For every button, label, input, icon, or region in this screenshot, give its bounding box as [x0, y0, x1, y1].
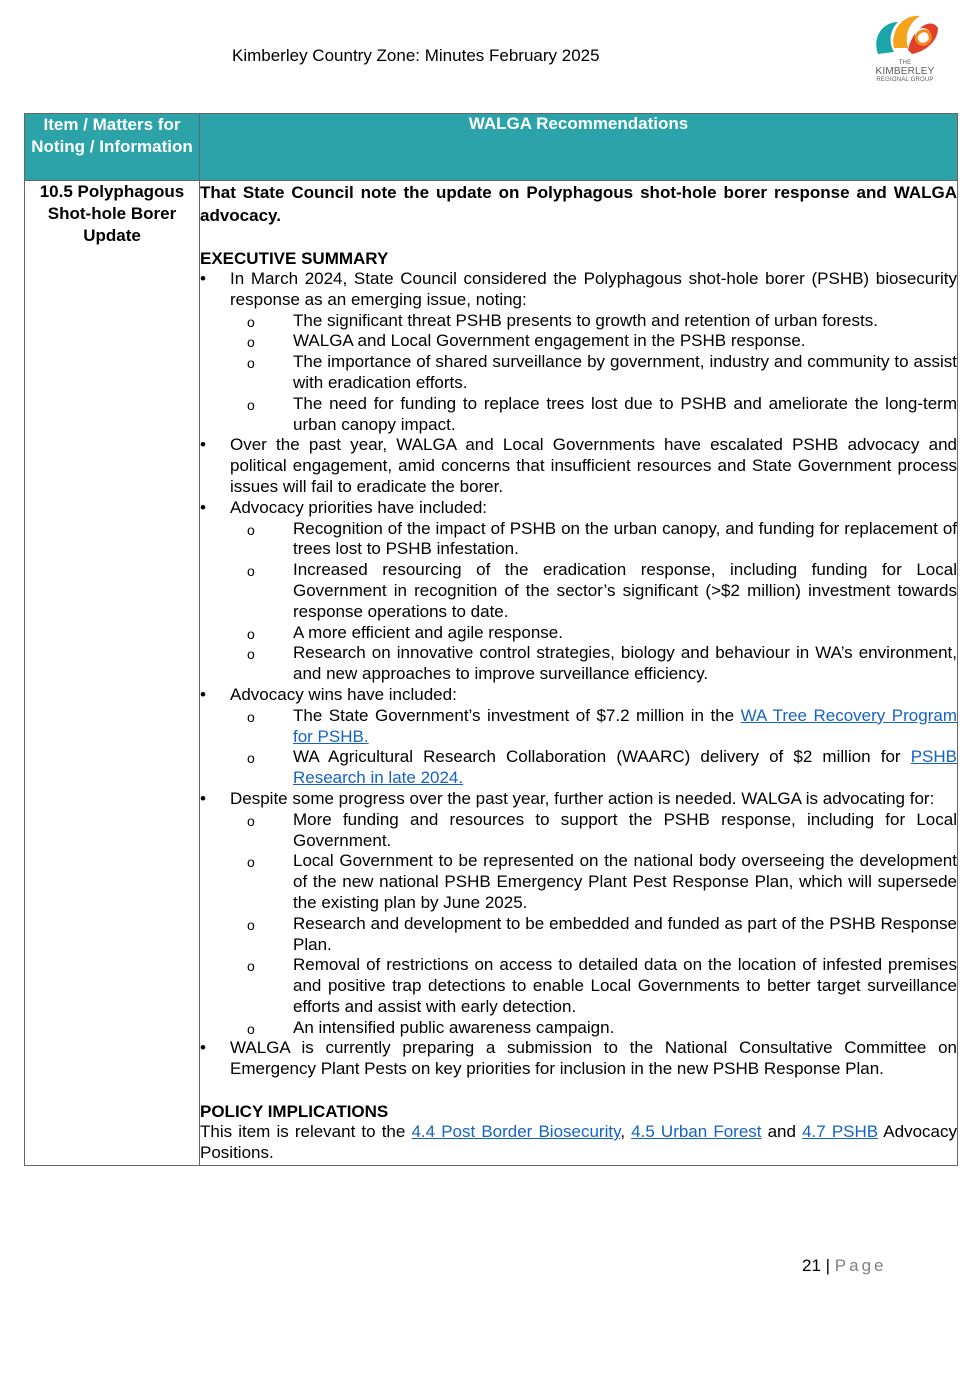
logo-text-the: THE — [898, 60, 912, 66]
sub-list — [230, 706, 957, 789]
bullet-item: • Advocacy priorities have included: o Recognition of the impact of PSHB on the urban canopy, and funding for replacement of trees lost to PSHB infestation. o Increased resourcing of the eradication response, including funding for Local Government in recognition of the sector’s significant (>$2 million) investment towards response operations to date. o A more efficient and agile response. o Research on innovative control strategies, biology and behaviour in WA’s environment, and new approaches to improve surveillance efficiency. — [200, 498, 957, 685]
sub-bullet-item: o More funding and resources to support the PSHB response, including for Local Government. — [247, 809, 957, 850]
page-word: Page — [834, 1256, 887, 1275]
policy-text: This item is relevant to the 4.4 Post Border Biosecurity, 4.5 Urban Forest and 4.7 PSHB Advocacy Positions. — [200, 1122, 957, 1162]
logo-text-regional-group: REGIONAL GROUP — [876, 77, 934, 83]
table-row — [25, 181, 958, 1166]
sub-bullet-item: o A more efficient and agile response. — [247, 622, 563, 642]
sub-list — [230, 519, 957, 685]
sub-bullet-item: o The need for funding to replace trees lost due to PSHB and ameliorate the long-term urban canopy impact. — [247, 393, 957, 434]
page-separator: | — [820, 1256, 835, 1275]
recommendation-text: That State Council note the update on Polyphagous shot-hole borer response and WALGA advocacy. — [200, 183, 957, 225]
col-header-item: Item / Matters for Noting / Information — [25, 114, 200, 181]
kimberley-regional-group-logo — [868, 8, 942, 90]
sub-list — [230, 311, 957, 436]
pshb-research-link[interactable]: PSHB Research in late 2024. — [293, 747, 957, 788]
wa-tree-recovery-link[interactable]: WA Tree Recovery Program for PSHB. — [293, 705, 957, 746]
sub-bullet-item: o Recognition of the impact of PSHB on the urban canopy, and funding for replacement of trees lost to PSHB infestation. — [247, 518, 957, 559]
sub-bullet-item: o Removal of restrictions on access to detailed data on the location of infested premises and positive trap detections to enable Local Governments to better target surveillance efforts and assist with early detection. — [247, 955, 957, 1016]
sub-bullet-item: o The significant threat PSHB presents to growth and retention of urban forests. — [247, 310, 878, 330]
pshb-advocacy-link[interactable]: 4.7 PSHB — [802, 1122, 879, 1142]
bullet-item: • WALGA is currently preparing a submission to the National Consultative Committee on Emergency Plant Pests on key priorities for inclusion in the new PSHB Response Plan. — [200, 1038, 957, 1080]
urban-forest-link[interactable]: 4.5 Urban Forest — [631, 1122, 762, 1142]
sub-bullet-item: o Research on innovative control strategies, biology and behaviour in WA’s environment, and new approaches to improve surveillance efficiency. — [247, 643, 957, 684]
sub-bullet-item: o Increased resourcing of the eradication response, including funding for Local Government in recognition of the sector’s significant (>$2 million) investment towards response operations to date. — [247, 560, 957, 621]
bullet-item: • Despite some progress over the past year, further action is needed. WALGA is advocating for: o More funding and resources to support the PSHB response, including for Local Government. o Local Government to be represented on the national body overseeing the development of the new national PSHB Emergency Plant Pest Response Plan, which will supersede the existing plan by June 2025. o Research and development to be embedded and funded as part of the PSHB Response Plan. o Removal of restrictions on access to detailed data on the location of infested premises and positive trap detections to enable Local Governments to better target surveillance efforts and assist with early detection. o An intensified public awareness campaign. — [200, 789, 957, 1039]
page-footer — [802, 1256, 887, 1276]
post-border-biosecurity-link[interactable]: 4.4 Post Border Biosecurity — [411, 1122, 621, 1142]
policy-heading: POLICY IMPLICATIONS — [200, 1102, 389, 1122]
minutes-table — [24, 113, 958, 1166]
bullet-item: • In March 2024, State Council considered the Polyphagous shot-hole borer (PSHB) biosecurity response as an emerging issue, noting: o The significant threat PSHB presents to growth and retention of urban forests. o WALGA and Local Government engagement in the PSHB response. o The importance of shared surveillance by government, industry and community to assist with eradication efforts. o The need for funding to replace trees lost due to PSHB and ameliorate the long-term urban canopy impact. — [200, 269, 957, 435]
logo-swirl-icon — [868, 8, 942, 60]
col-header-recommendations: WALGA Recommendations — [200, 114, 958, 181]
document-header-title: Kimberley Country Zone: Minutes February 2025 — [232, 46, 600, 65]
page-number: 21 — [802, 1256, 821, 1275]
bullet-item: • Advocacy wins have included: o The State Government’s investment of $7.2 million in the WA Tree Recovery Program for PSHB. o WA Agricultural Research Collaboration (WAARC) delivery of $2 million for PSHB Research in late 2024. — [200, 685, 957, 789]
sub-bullet-item: o The State Government’s investment of $7.2 million in the WA Tree Recovery Program for PSHB. — [247, 705, 957, 746]
sub-bullet-item: o An intensified public awareness campaign. — [247, 1017, 615, 1037]
logo-text-kimberley: KIMBERLEY — [875, 66, 935, 77]
sub-bullet-item: o The importance of shared surveillance by government, industry and community to assist with eradication efforts. — [247, 352, 957, 392]
sub-list — [230, 810, 957, 1039]
table-header-row — [25, 114, 958, 181]
recommendation-cell — [200, 181, 958, 1166]
sub-bullet-item: o Local Government to be represented on the national body overseeing the development of the new national PSHB Emergency Plant Pest Response Plan, which will supersede the existing plan by June 2025. — [247, 851, 957, 912]
item-label: 10.5 Polyphagous Shot-hole Borer Update — [25, 181, 200, 1166]
sub-bullet-item: o Research and development to be embedded and funded as part of the PSHB Response Plan. — [247, 913, 957, 954]
sub-bullet-item: o WALGA and Local Government engagement in the PSHB response. — [247, 331, 806, 351]
bullet-item: • Over the past year, WALGA and Local Governments have escalated PSHB advocacy and political engagement, amid concerns that insufficient resources and State Government process issues will fail to eradicate the borer. — [200, 435, 957, 497]
exec-summary-heading: EXECUTIVE SUMMARY — [200, 249, 389, 268]
sub-bullet-item: o WA Agricultural Research Collaboration (WAARC) delivery of $2 million for PSHB Research in late 2024. — [247, 747, 957, 788]
exec-summary-list — [200, 269, 957, 1080]
